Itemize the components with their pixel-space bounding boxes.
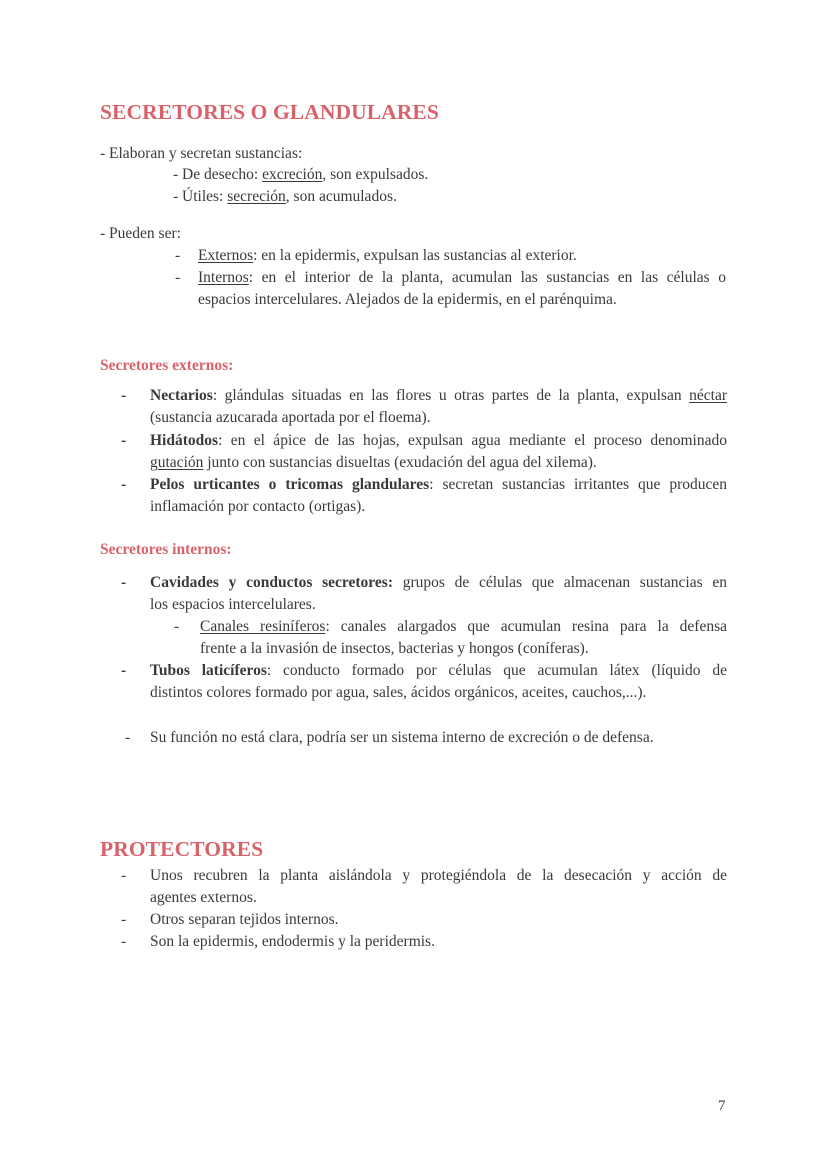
canales-line-1 [200, 616, 727, 638]
hidatodos-term: Hidátodos [150, 432, 219, 449]
item-tubos [150, 660, 727, 704]
protectores-1-line-1: Unos recubren la planta aislándola y protegiéndola de la desecación y acción de [150, 867, 727, 884]
bullet-dash: - [121, 432, 127, 449]
hidatodos-underlined: gutación [150, 454, 204, 471]
tubos-text-2: distintos colores formado por agua, sales, ácidos orgánicos, aceites, cauchos,...). [150, 684, 647, 701]
item-utiles [173, 186, 397, 208]
tubos-line-1 [150, 660, 727, 682]
hidatodos-text-2: junto con sustancias disueltas (exudación del agua del xilema). [203, 454, 597, 471]
item-canales [200, 616, 727, 660]
utiles-rest: , son acumulados. [285, 188, 397, 205]
section-title-protectores: PROTECTORES [100, 837, 264, 861]
item-protectores-1 [150, 865, 727, 909]
section-title-secretores: SECRETORES O GLANDULARES [100, 100, 439, 124]
nectarios-text-1: : glándulas situadas en las flores u otras partes de la planta, expulsan [212, 387, 690, 404]
cavidades-line-1 [150, 572, 727, 594]
cavidades-term: Cavidades y conductos secretores: [150, 574, 393, 591]
nectarios-term: Nectarios [150, 387, 213, 404]
item-nectarios [150, 385, 727, 429]
item-desecho [173, 164, 428, 186]
nectarios-text-2: (sustancia azucarada aportada por el floema). [150, 409, 431, 426]
internos-rest-1: : en el interior de la planta, acumulan las sustancias en las células o [248, 269, 726, 286]
bullet-dash: - [125, 729, 131, 746]
cavidades-text-1: grupos de células que almacenan sustancias en [392, 574, 727, 591]
internos-line-1 [198, 267, 726, 289]
page-number: 7 [718, 1098, 726, 1114]
subtitle-secretores-externos: Secretores externos: [100, 357, 234, 374]
bullet-dash: - [121, 911, 127, 928]
bullet-dash: - [121, 867, 127, 884]
canales-term: Canales resiníferos [200, 618, 326, 635]
subtitle-secretores-internos: Secretores internos: [100, 541, 232, 558]
internos-term: Internos [198, 269, 249, 286]
pelos-text-2: inflamación por contacto (ortigas). [150, 498, 366, 515]
item-hidatodos [150, 430, 727, 474]
desecho-rest: , son expulsados. [322, 166, 429, 183]
item-protectores-3: Son la epidermis, endodermis y la peridermis. [150, 933, 435, 950]
nectarios-underlined: néctar [689, 387, 727, 404]
pelos-term: Pelos urticantes o tricomas glandulares [150, 476, 430, 493]
item-externos [198, 245, 577, 267]
intro-pueden-ser: - Pueden ser: [100, 225, 181, 242]
bullet-dash: - [121, 662, 127, 679]
bullet-dash: - [121, 933, 127, 950]
canales-text-2: frente a la invasión de insectos, bacterias y hongos (coníferas). [200, 640, 589, 657]
utiles-label: - Útiles: [173, 188, 228, 205]
canales-text-1: : canales alargados que acumulan resina para la defensa [325, 618, 727, 635]
item-funcion: Su función no está clara, podría ser un sistema interno de excreción o de defensa. [150, 729, 654, 746]
item-pelos [150, 474, 727, 518]
tubos-text-1: : conducto formado por células que acumulan látex (líquido de [266, 662, 727, 679]
hidatodos-text-1: : en el ápice de las hojas, expulsan agua mediante el proceso denominado [218, 432, 727, 449]
nectarios-line-1 [150, 385, 727, 407]
bullet-dash: - [175, 247, 181, 264]
internos-rest-2: espacios intercelulares. Alejados de la epidermis, en el parénquima. [198, 291, 617, 308]
item-cavidades [150, 572, 727, 616]
bullet-dash: - [121, 387, 127, 404]
desecho-label: - De desecho: [173, 166, 263, 183]
hidatodos-line-1 [150, 430, 727, 452]
tubos-term: Tubos laticíferos [150, 662, 267, 679]
bullet-dash: - [174, 618, 180, 635]
intro-elaboran: - Elaboran y secretan sustancias: [100, 145, 303, 162]
utiles-term: secreción [227, 188, 286, 205]
pelos-line-1 [150, 474, 727, 496]
bullet-dash: - [175, 269, 181, 286]
desecho-term: excreción [262, 166, 323, 183]
externos-rest: : en la epidermis, expulsan las sustancias al exterior. [253, 247, 577, 264]
bullet-dash: - [121, 574, 127, 591]
protectores-1-line-2: agentes externos. [150, 889, 257, 906]
cavidades-text-2: los espacios intercelulares. [150, 596, 316, 613]
item-protectores-2: Otros separan tejidos internos. [150, 911, 339, 928]
externos-term: Externos [198, 247, 254, 264]
bullet-dash: - [121, 476, 127, 493]
pelos-text-1: : secretan sustancias irritantes que producen [429, 476, 727, 493]
item-internos [198, 267, 726, 311]
hidatodos-line-2 [150, 452, 727, 474]
